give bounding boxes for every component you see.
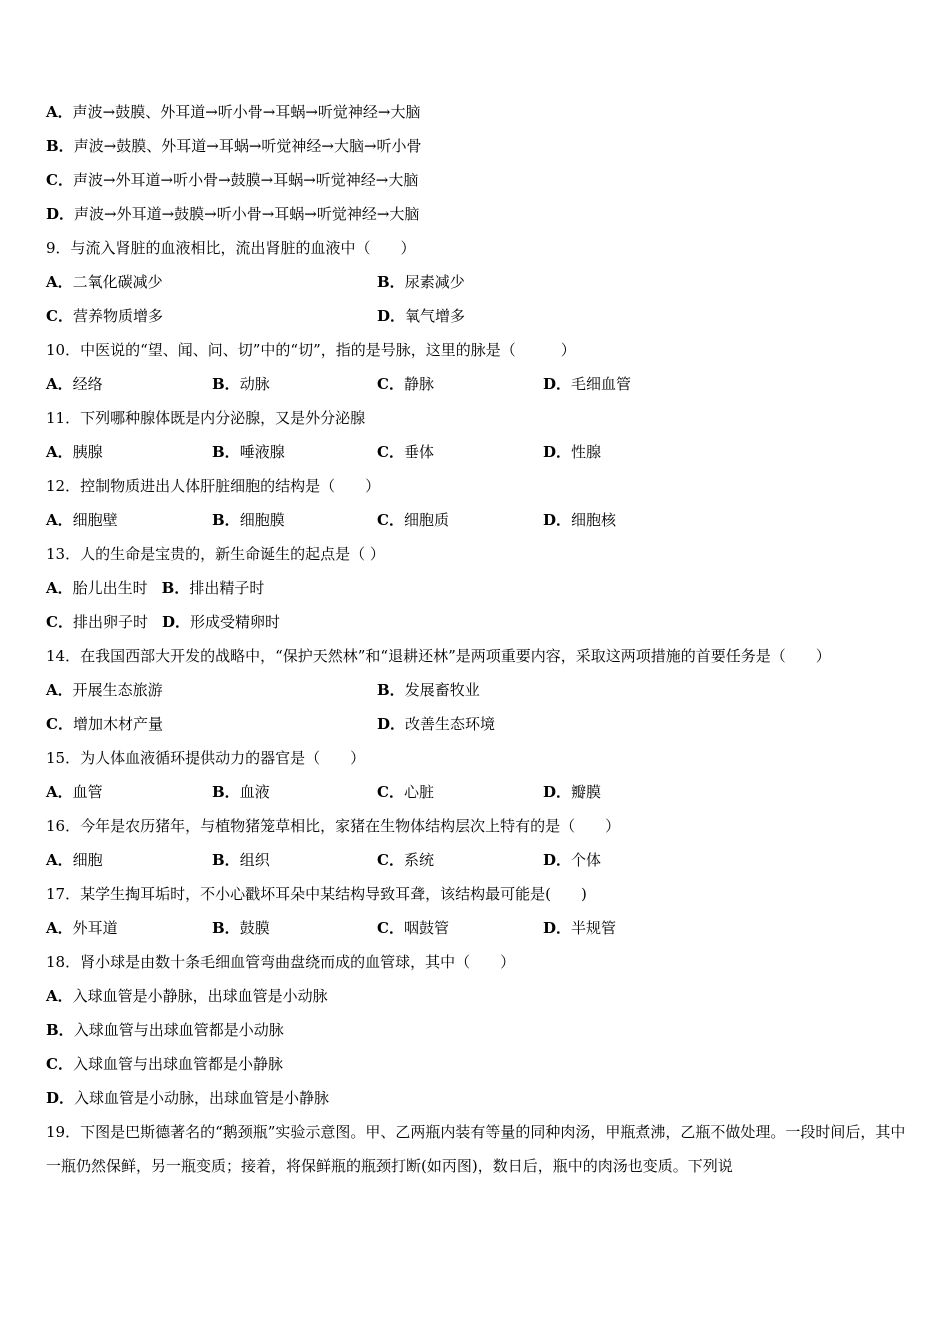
q10-option-a[interactable]: A．经络 (46, 375, 103, 393)
q19-stem: 19．下图是巴斯德著名的“鹅颈瓶”实验示意图。甲、乙两瓶内装有等量的同种肉汤，甲瓶煮沸，乙瓶不做处理。一段时间后，其中一瓶仍然保鲜，另一瓶变质；接着，将保鲜瓶的瓶颈打断(如丙图)，数日后，瓶中的肉汤也变质。下列说 (46, 1123, 906, 1175)
q17-option-c[interactable]: C．咽鼓管 (377, 919, 449, 937)
q10-option-d[interactable]: D．毛细血管 (543, 375, 632, 393)
q15-option-b[interactable]: B．血液 (212, 783, 270, 801)
q14-options-row-1 (46, 673, 908, 707)
q18-option-b[interactable]: B．入球血管与出球血管都是小动脉 (46, 1021, 284, 1039)
q9-options-row-1 (46, 265, 908, 299)
q12-option-a[interactable]: A．细胞壁 (46, 511, 118, 529)
q18-stem: 18．肾小球是由数十条毛细血管弯曲盘绕而成的血管球，其中（ ） (46, 953, 516, 971)
q9-option-c[interactable]: C．营养物质增多 (46, 307, 163, 325)
q15-option-d[interactable]: D．瓣膜 (543, 783, 602, 801)
q17-options-row (46, 911, 908, 945)
q17-option-b[interactable]: B．鼓膜 (212, 919, 270, 937)
q11-option-c[interactable]: C．垂体 (377, 443, 434, 461)
q14-options-row-2 (46, 707, 908, 741)
q14-stem: 14．在我国西部大开发的战略中，“保护天然林”和“退耕还林”是两项重要内容，采取这两项措施的首要任务是（ ） (46, 647, 831, 665)
q18-option-c[interactable]: C．入球血管与出球血管都是小静脉 (46, 1055, 283, 1073)
q14-option-c[interactable]: C．增加木材产量 (46, 715, 163, 733)
q18-option-d[interactable]: D．入球血管是小动脉，出球血管是小静脉 (46, 1089, 330, 1107)
q10-option-c[interactable]: C．静脉 (377, 375, 434, 393)
q8-option-b[interactable]: B．声波→鼓膜、外耳道→耳蜗→听觉神经→大脑→听小骨 (46, 137, 422, 155)
q12-stem: 12．控制物质进出人体肝脏细胞的结构是（ ） (46, 477, 381, 495)
q11-option-a[interactable]: A．胰腺 (46, 443, 103, 461)
q13-option-b[interactable]: B．排出精子时 (161, 579, 265, 597)
q10-option-b[interactable]: B．动脉 (212, 375, 270, 393)
q15-options-row (46, 775, 908, 809)
q13-options-row-1 (46, 571, 908, 605)
q17-option-a[interactable]: A．外耳道 (46, 919, 118, 937)
q15-stem: 15．为人体血液循环提供动力的器官是（ ） (46, 749, 366, 767)
q10-options-row (46, 367, 908, 401)
q14-option-d[interactable]: D．改善生态环境 (377, 715, 496, 733)
q15-option-c[interactable]: C．心脏 (377, 783, 434, 801)
q9-option-b[interactable]: B．尿素减少 (377, 273, 465, 291)
q9-options-row-2 (46, 299, 908, 333)
q11-option-b[interactable]: B．唾液腺 (212, 443, 285, 461)
q16-option-b[interactable]: B．组织 (212, 851, 270, 869)
q13-options-row-2 (46, 605, 908, 639)
q18-option-a[interactable]: A．入球血管是小静脉，出球血管是小动脉 (46, 987, 328, 1005)
q12-option-d[interactable]: D．细胞核 (543, 511, 617, 529)
q11-option-d[interactable]: D．性腺 (543, 443, 602, 461)
q15-option-a[interactable]: A．血管 (46, 783, 103, 801)
q8-option-d[interactable]: D．声波→外耳道→鼓膜→听小骨→耳蜗→听觉神经→大脑 (46, 205, 420, 223)
q9-stem: 9．与流入肾脏的血液相比，流出肾脏的血液中（ ） (46, 239, 416, 257)
q11-stem: 11．下列哪种腺体既是内分泌腺，又是外分泌腺 (46, 409, 366, 427)
q17-option-d[interactable]: D．半规管 (543, 919, 617, 937)
q16-stem: 16．今年是农历猪年，与植物猪笼草相比，家猪在生物体结构层次上特有的是（ ） (46, 817, 621, 835)
q12-option-b[interactable]: B．细胞膜 (212, 511, 285, 529)
q13-option-a[interactable]: A．胎儿出生时 (46, 579, 148, 597)
q13-option-d[interactable]: D．形成受精卵时 (161, 613, 280, 631)
q9-option-a[interactable]: A．二氧化碳减少 (46, 273, 163, 291)
q8-option-c[interactable]: C．声波→外耳道→听小骨→鼓膜→耳蜗→听觉神经→大脑 (46, 171, 419, 189)
exam-page (46, 95, 908, 1183)
q14-option-b[interactable]: B．发展畜牧业 (377, 681, 480, 699)
q16-option-c[interactable]: C．系统 (377, 851, 434, 869)
q16-option-d[interactable]: D．个体 (543, 851, 602, 869)
q11-options-row (46, 435, 908, 469)
q16-option-a[interactable]: A．细胞 (46, 851, 103, 869)
q9-option-d[interactable]: D．氧气增多 (377, 307, 466, 325)
q13-option-c[interactable]: C．排出卵子时 (46, 613, 148, 631)
q16-options-row (46, 843, 908, 877)
q10-stem: 10．中医说的“望、闻、问、切”中的“切”，指的是号脉，这里的脉是（ ） (46, 341, 576, 359)
q12-options-row (46, 503, 908, 537)
q13-stem: 13．人的生命是宝贵的，新生命诞生的起点是（ ） (46, 545, 385, 563)
q12-option-c[interactable]: C．细胞质 (377, 511, 449, 529)
q8-option-a[interactable]: A．声波→鼓膜、外耳道→听小骨→耳蜗→听觉神经→大脑 (46, 103, 421, 121)
q17-stem: 17．某学生掏耳垢时，不小心戳坏耳朵中某结构导致耳聋，该结构最可能是( ) (46, 885, 587, 903)
q14-option-a[interactable]: A．开展生态旅游 (46, 681, 163, 699)
